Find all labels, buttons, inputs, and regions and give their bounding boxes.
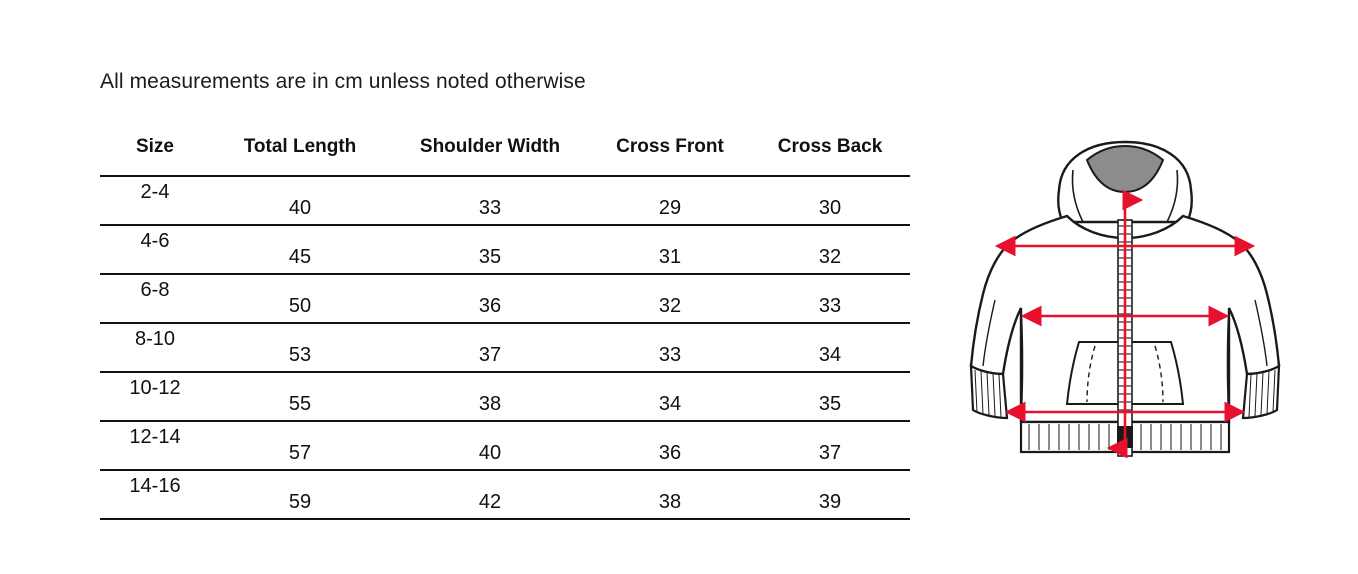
table-row xyxy=(100,176,910,225)
column-header-shoulder-width: Shoulder Width xyxy=(390,136,590,176)
cell-cross-front: 32 xyxy=(590,274,750,323)
cell-cross-front: 34 xyxy=(590,372,750,421)
cell-total-length: 53 xyxy=(210,323,390,372)
cell-cross-front: 33 xyxy=(590,323,750,372)
cell-shoulder-width: 38 xyxy=(390,372,590,421)
cell-shoulder-width: 33 xyxy=(390,176,590,225)
cell-total-length: 57 xyxy=(210,421,390,470)
table-row xyxy=(100,323,910,372)
cell-total-length: 45 xyxy=(210,225,390,274)
cell-size: 10-12 xyxy=(100,372,210,421)
cell-total-length: 40 xyxy=(210,176,390,225)
cell-total-length: 59 xyxy=(210,470,390,519)
cell-cross-back: 39 xyxy=(750,470,910,519)
cell-cross-back: 37 xyxy=(750,421,910,470)
cell-cross-back: 32 xyxy=(750,225,910,274)
cell-size: 2-4 xyxy=(100,176,210,225)
cell-cross-front: 36 xyxy=(590,421,750,470)
cell-shoulder-width: 37 xyxy=(390,323,590,372)
size-chart-table xyxy=(100,136,910,520)
cell-cross-back: 35 xyxy=(750,372,910,421)
hoodie-illustration-svg xyxy=(955,130,1295,490)
table-header-row xyxy=(100,136,910,176)
column-header-size: Size xyxy=(100,136,210,176)
table-header xyxy=(100,136,910,176)
table-row xyxy=(100,225,910,274)
table-row xyxy=(100,274,910,323)
table-row xyxy=(100,421,910,470)
measurement-note: All measurements are in cm unless noted otherwise xyxy=(100,70,586,93)
cell-cross-front: 38 xyxy=(590,470,750,519)
cell-cross-back: 30 xyxy=(750,176,910,225)
cell-shoulder-width: 40 xyxy=(390,421,590,470)
cell-cross-front: 31 xyxy=(590,225,750,274)
cell-shoulder-width: 36 xyxy=(390,274,590,323)
cell-shoulder-width: 42 xyxy=(390,470,590,519)
cell-cross-back: 33 xyxy=(750,274,910,323)
cell-size: 4-6 xyxy=(100,225,210,274)
table-row xyxy=(100,470,910,519)
column-header-cross-back: Cross Back xyxy=(750,136,910,176)
column-header-cross-front: Cross Front xyxy=(590,136,750,176)
cell-size: 12-14 xyxy=(100,421,210,470)
cell-size: 14-16 xyxy=(100,470,210,519)
hoodie-diagram xyxy=(955,130,1295,490)
column-header-total-length: Total Length xyxy=(210,136,390,176)
cell-cross-front: 29 xyxy=(590,176,750,225)
cell-size: 8-10 xyxy=(100,323,210,372)
table-body xyxy=(100,176,910,519)
cell-total-length: 50 xyxy=(210,274,390,323)
cell-shoulder-width: 35 xyxy=(390,225,590,274)
cell-size: 6-8 xyxy=(100,274,210,323)
cell-cross-back: 34 xyxy=(750,323,910,372)
table-row xyxy=(100,372,910,421)
cell-total-length: 55 xyxy=(210,372,390,421)
